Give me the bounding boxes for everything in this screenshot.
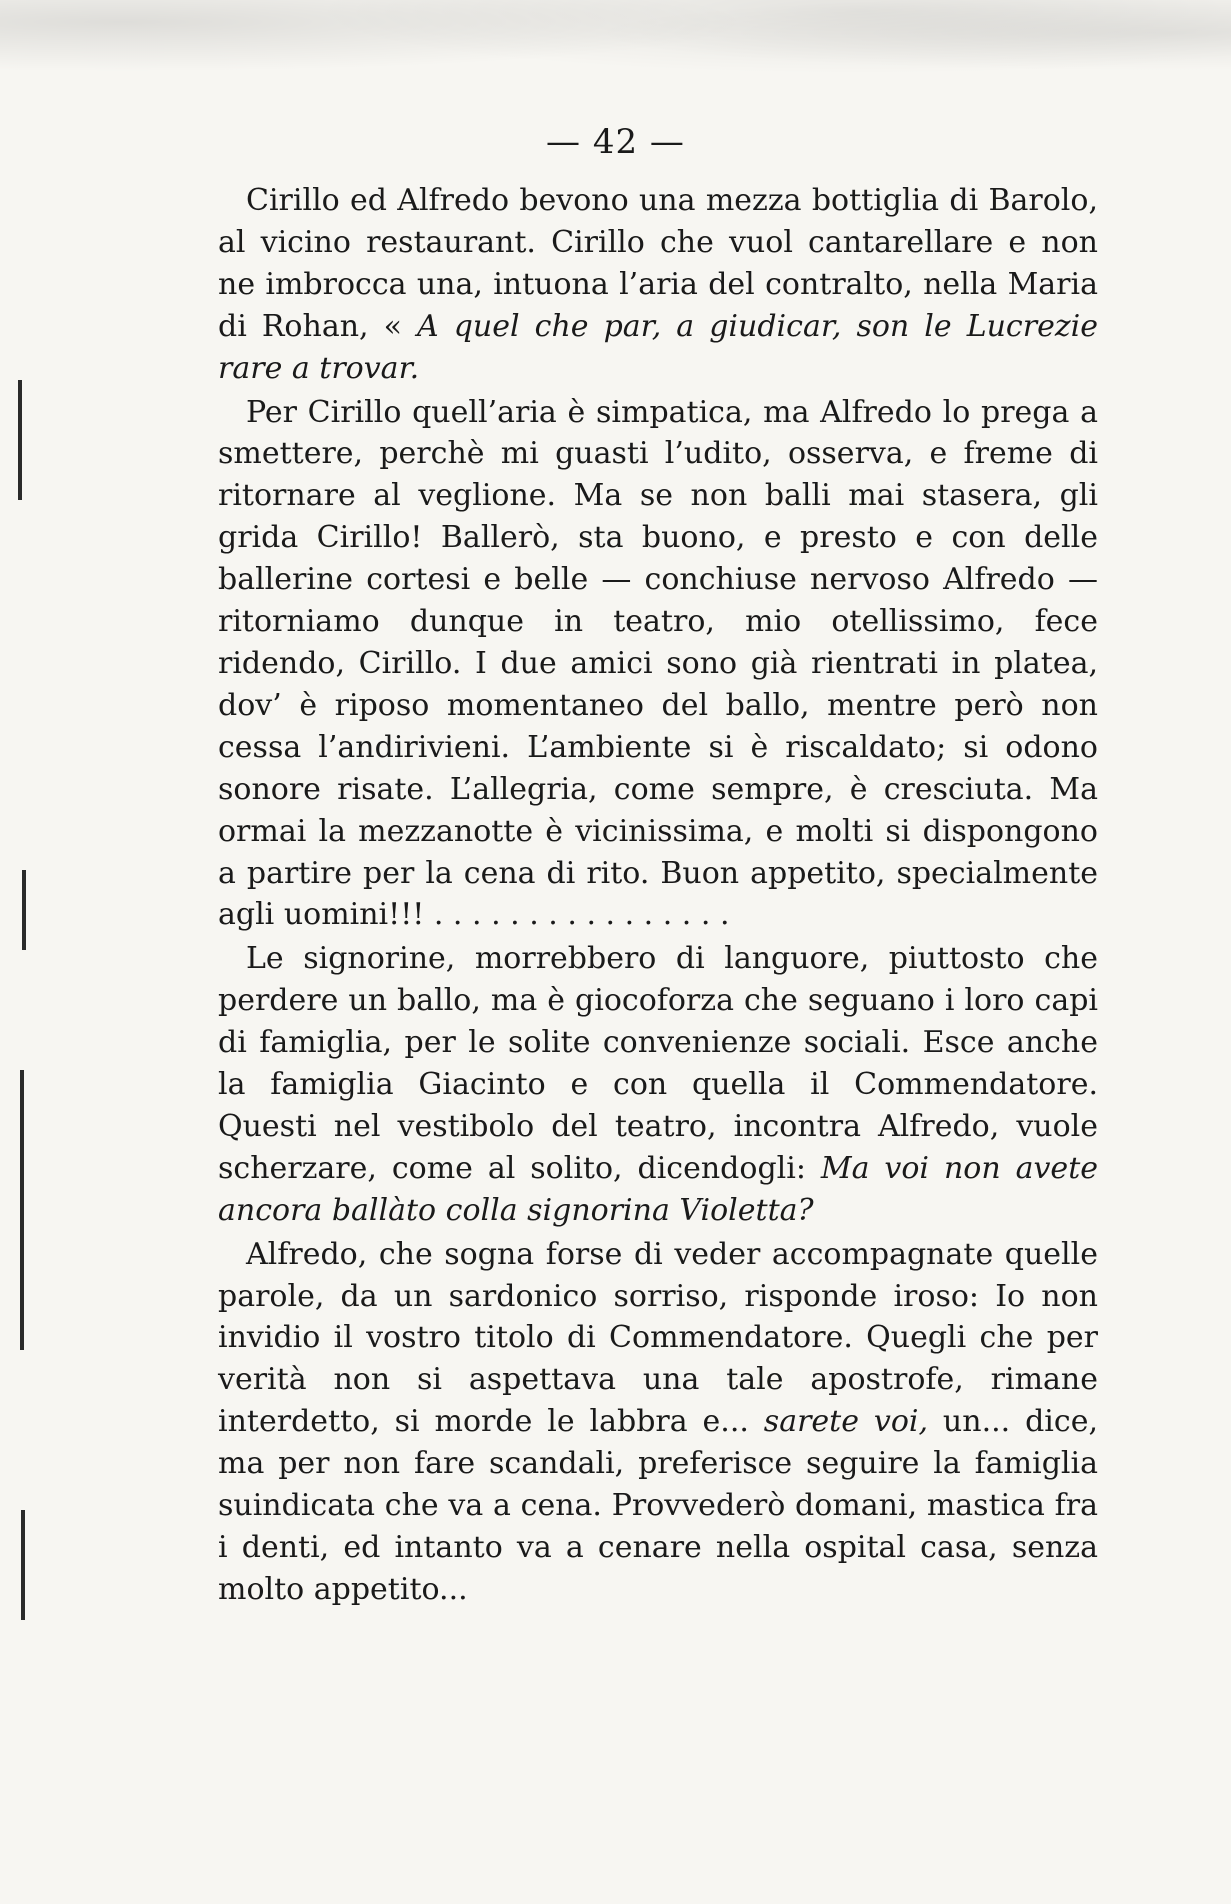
paragraph (218, 938, 1098, 1231)
body-text (218, 180, 1098, 1611)
binding-mark (20, 1070, 24, 1350)
text-run: Per Cirillo quell’aria è simpatica, ma Alfredo lo prega a smettere, perchè mi guasti l’udito, osserva, e freme di ritornare al veglione. Ma se non balli mai stasera, gli grida Cirillo! Ballerò, sta buono, e presto e con delle ballerine cortesi e belle — conchiuse nervoso Alfredo — ritorniamo dunque in teatro, mio otellissimo, fece ridendo, Cirillo. I due amici sono già rientrati in platea, dov’ è riposo momentaneo del ballo, mentre però non cessa l’andirivieni. L’ambiente si è riscaldato; si odono sonore risate. L’allegria, come sempre, è cresciuta. Ma ormai la mezzanotte è vicinissima, e molti si dispongono a partire per la cena di rito. Buon appetito, specialmente agli uomini!!! . . . . . . . . . . . . . . . . (218, 394, 1098, 933)
text-run: Le signorine, morrebbero di languore, piuttosto che perdere un ballo, ma è giocoforza che seguano i loro capi di famiglia, per le solite convenienze sociali. Esce anche la famiglia Giacinto e con quella il Commendatore. Questi nel vestibolo del teatro, incontra Alfredo, vuole scherzare, come al solito, dicendogli: (218, 941, 1098, 1186)
italic-quote: A quel che par, a giudicar, son le Lucrezie rare a trovar. (218, 308, 1098, 386)
page-number: — 42 — (546, 122, 685, 162)
text-run: Alfredo, che sogna forse di veder accompagnate quelle parole, da un sardonico sorriso, risponde iroso: Io non invidio il vostro titolo di Commendatore. Quegli che per verità non si aspettava una tale apostrofe, rimane interdetto, si morde le labbra e... (218, 1236, 1098, 1440)
italic-quote: Ma voi non avete ancora ballàto colla signorina Violetta? (218, 1150, 1098, 1228)
binding-mark (18, 380, 22, 500)
scan-noise (0, 0, 1231, 110)
paragraph (218, 1234, 1098, 1611)
text-run: Cirillo ed Alfredo bevono una mezza bottiglia di Barolo, al vicino restaurant. Cirillo che vuol cantarellare e non ne imbrocca una, intuona l’aria del contralto, nella Maria di Rohan, « (218, 183, 1098, 344)
binding-mark (22, 870, 26, 950)
binding-mark (21, 1510, 25, 1620)
paragraph (218, 180, 1098, 390)
paragraph (218, 392, 1098, 937)
italic-quote: sarete voi, (763, 1404, 929, 1440)
text-run: un... dice, ma per non fare scandali, preferisce seguire la famiglia suindicata che va a cena. Provvederò domani, mastica fra i denti, ed intanto va a cenare nella ospital casa, senza molto appetito... (218, 1404, 1098, 1607)
